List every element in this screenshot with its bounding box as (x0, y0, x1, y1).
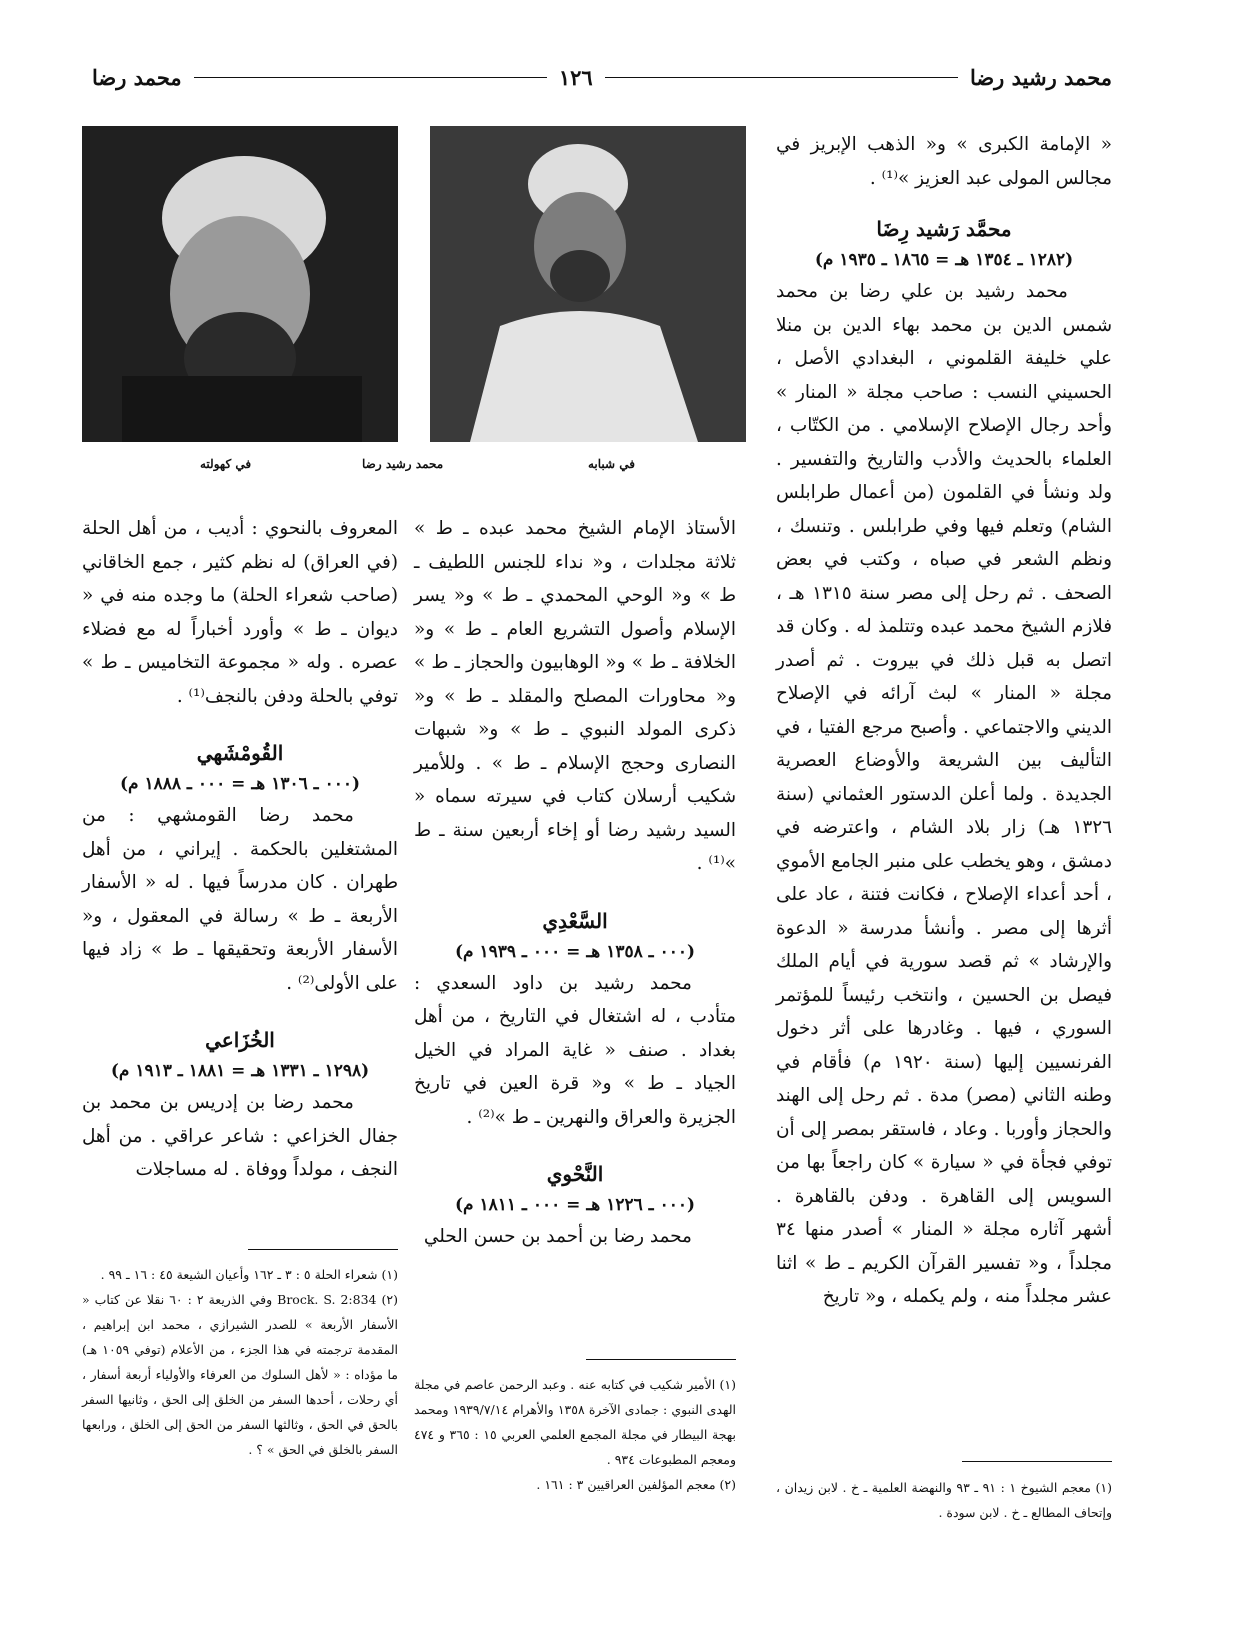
footnotes-middle (414, 1372, 736, 1497)
entry-dates-rashid-rida: (١٢٨٢ ـ ١٣٥٤ هـ = ١٨٦٥ ـ ١٩٣٥ م) (814, 250, 1074, 270)
caption-name: محمد رشيد رضا (362, 457, 444, 471)
entry-dates-nahwi: (٠٠٠ ـ ١٢٢٦ هـ = ٠٠٠ ـ ١٨١١ م) (454, 1195, 696, 1215)
entry-body-saadi: محمد رشيد بن داود السعدي : متأدب ، له اشتغال في التاريخ ، من أهل بغداد . صنف « غاية المراد في الخيل الجياد ـ ط » و« قرة العين في تاريخ الجزيرة والعراق والنهرين ـ ط »⁽²⁾ . (414, 972, 736, 1128)
footnote-rule-middle (586, 1359, 736, 1360)
continuation-rashid-rida: الأستاذ الإمام الشيخ محمد عبده ـ ط » ثلاثة مجلدات ، و« نداء للجنس اللطيف ـ ط » و« الوحي المحمدي ـ ط » و« يسر الإسلام وأصول التشريع العام ـ ط » و« الخلافة ـ ط » و« الوهابيون والحجاز ـ ط » و« محاورات المصلح والمقلد ـ ط » و« ذكرى المولد النبوي ـ ط » و« شبهات النصارى وحجج الإسلام ـ ط » . وللأمير شكيب أرسلان كتاب في سيرته سماه « السيد رشيد رضا أو إخاء أربعين سنة ـ ط »⁽¹⁾ . (414, 518, 736, 874)
entry-body-khuzai: محمد رضا بن إدريس بن محمد بن جفال الخزاعي : شاعر عراقي . من أهل النجف ، مولداً ووفاة . له مساجلات (82, 1092, 398, 1180)
header-left-title: محمد رضا (92, 64, 182, 90)
footnote-middle-2: (٢) معجم المؤلفين العراقيين ٣ : ١٦١ . (536, 1477, 736, 1492)
column-left (82, 512, 398, 1187)
portrait-photo-youth (430, 126, 746, 442)
footnote-right (776, 1475, 1112, 1525)
footnote-middle-1: (١) الأمير شكيب في كتابه عنه . وعبد الرحمن عاصم في مجلة الهدى النبوي : جمادى الآخرة ١٣٥٨ والأهرام ١٩٣٩/٧/١٤ ومحمد بهجة البيطار في مجلة المجمع العلمي العربي ١٥ : ٣٦٥ و ٤٧٤ ومعجم المطبوعات ٩٣٤ . (414, 1377, 737, 1467)
running-header (92, 62, 1112, 92)
entry-title-khuzai: الخُزَاعي (205, 1028, 275, 1052)
column-right (776, 128, 1112, 1314)
header-right-title: محمد رشيد رضا (969, 64, 1112, 90)
caption-in-youth: في شبابه (588, 457, 636, 471)
portrait-youth-image (430, 126, 746, 442)
header-rule-left (194, 77, 547, 78)
portrait-photo-middle-age (82, 126, 398, 442)
footnote-left-2: (٢) Brock. S. 2:834 وفي الذريعة ٢ : ٦٠ نقلا عن كتاب « الأسفار الأربعة » للصدر الشيرازي ، محمد ابن إبراهيم ، المقدمة ترجمته في هذا الجزء ، من الأعلام (توفي ١٠٥٩ هـ) ما مؤداه : « لأهل السلوك من العرفاء والأولياء أربعة أسفار ، أي رحلات ، أحدها السفر من الخلق إلى الحق ، وثانيها السفر بالحق في الحق ، وثالثها السفر من الحق إلى الخلق ، ورابعها السفر بالخلق في الحق » ؟ . (82, 1292, 398, 1457)
footnote-rule-right (962, 1461, 1112, 1462)
footnote-left-1: (١) شعراء الحلة ٥ : ٣ ـ ١٦٢ وأعيان الشيعة ٤٥ : ١٦ ـ ٩٩ . (100, 1267, 398, 1282)
page-number: ١٢٦ (558, 64, 593, 90)
header-rule-right (605, 77, 958, 78)
continuation-nahwi: المعروف بالنحوي : أديب ، من أهل الحلة (في العراق) له نظم كثير ، جمع الخاقاني (صاحب شعراء الحلة) ما وجده منه في « ديوان ـ ط » وأورد أخباراً له مع فضلاء عصره . وله « مجموعة التخاميس ـ ط » توفي بالحلة ودفن بالنجف⁽¹⁾ . (82, 518, 398, 707)
column-middle (414, 512, 736, 1254)
entry-title-rashid-rida: محمَّد رَشيد رِضَا (876, 217, 1012, 241)
entry-title-qumshahi: القُومْشَهي (196, 741, 284, 765)
footnote-rule-left (248, 1249, 398, 1250)
entry-dates-saadi: (٠٠٠ ـ ١٣٥٨ هـ = ٠٠٠ ـ ١٩٣٩ م) (454, 941, 696, 962)
entry-body-nahwi: محمد رضا بن أحمد بن حسن الحلي (423, 1226, 692, 1247)
intro-paragraph: « الإمامة الكبرى » و« الذهب الإبريز في مجالس المولى عبد العزيز »⁽¹⁾ . (776, 134, 1112, 189)
entry-body-qumshahi: محمد رضا القومشهي : من المشتغلين بالحكمة . إيراني ، من أهل طهران . كان مدرساً فيها . له « الأسفار الأربعة ـ ط » رسالة في المعقول ، و« الأسفار الأربعة وتحقيقها ـ ط » زاد فيها على الأولى⁽²⁾ . (82, 805, 398, 994)
entry-dates-qumshahi: (٠٠٠ ـ ١٣٠٦ هـ = ٠٠٠ ـ ١٨٨٨ م) (119, 774, 361, 794)
caption-in-middle-age: في كهولته (200, 457, 252, 471)
entry-dates-khuzai: (١٢٩٨ ـ ١٣٣١ هـ = ١٨٨١ ـ ١٩١٣ م) (110, 1061, 370, 1081)
entry-title-saadi: السَّعْدِي (542, 908, 608, 933)
portrait-middle-age-image (82, 126, 398, 442)
footnotes-left (82, 1262, 398, 1462)
entry-title-nahwi: النَّحْوي (546, 1162, 604, 1186)
footnote-right-text: (١) معجم الشيوخ ١ : ٩١ ـ ٩٣ والنهضة العلمية ـ خ . لابن زيدان ، وإتحاف المطالع ـ خ . لابن سودة . (776, 1480, 1112, 1520)
entry-body-rashid-rida: محمد رشيد بن علي رضا بن محمد شمس الدين بن محمد بهاء الدين بن منلا علي خليفة القلموني ، البغدادي الأصل ، الحسيني النسب : صاحب مجلة « المنار » وأحد رجال الإصلاح الإسلامي . من الكتّاب ، العلماء بالحديث والأدب والتاريخ والتفسير . ولد ونشأ في القلمون (من أعمال طرابلس الشام) وتعلم فيها وفي طرابلس . وتنسك ، ونظم الشعر في صباه ، وكتب في بعض الصحف . ثم رحل إلى مصر سنة ١٣١٥ هـ ، فلازم الشيخ محمد عبده وتتلمذ له . وكان قد اتصل به قبل ذلك في بيروت . ثم أصدر مجلة « المنار » لبث آرائه في الإصلاح الديني والاجتماعي . وأصبح مرجع الفتيا ، في التأليف بين الشريعة والأوضاع العصرية الجديدة . ولما أعلن الدستور العثماني (سنة ١٣٢٦ هـ) زار بلاد الشام ، واعترضه في دمشق ، وهو يخطب على منبر الجامع الأموي ، أحد أعداء الإصلاح ، فكانت فتنة ، عاد على أثرها إلى مصر . وأنشأ مدرسة « الدعوة والإرشاد » ثم قصد سورية في أيام الملك فيصل بن الحسين ، وانتخب رئيساً للمؤتمر السوري ، فيها . وغادرها على أثر دخول الفرنسيين إليها (سنة ١٩٢٠ م) فأقام في وطنه الثاني (مصر) مدة . ثم رحل إلى الهند والحجاز وأوربا . وعاد ، فاستقر بمصر إلى أن توفي فجأة في « سيارة » كان راجعاً بها من السويس إلى القاهرة . ودفن بالقاهرة . أشهر آثاره مجلة « المنار » أصدر منها ٣٤ مجلداً ، و« تفسير القرآن الكريم ـ ط » اثنا عشر مجلداً منه ، ولم يكمله ، و« تاريخ (776, 281, 1112, 1307)
